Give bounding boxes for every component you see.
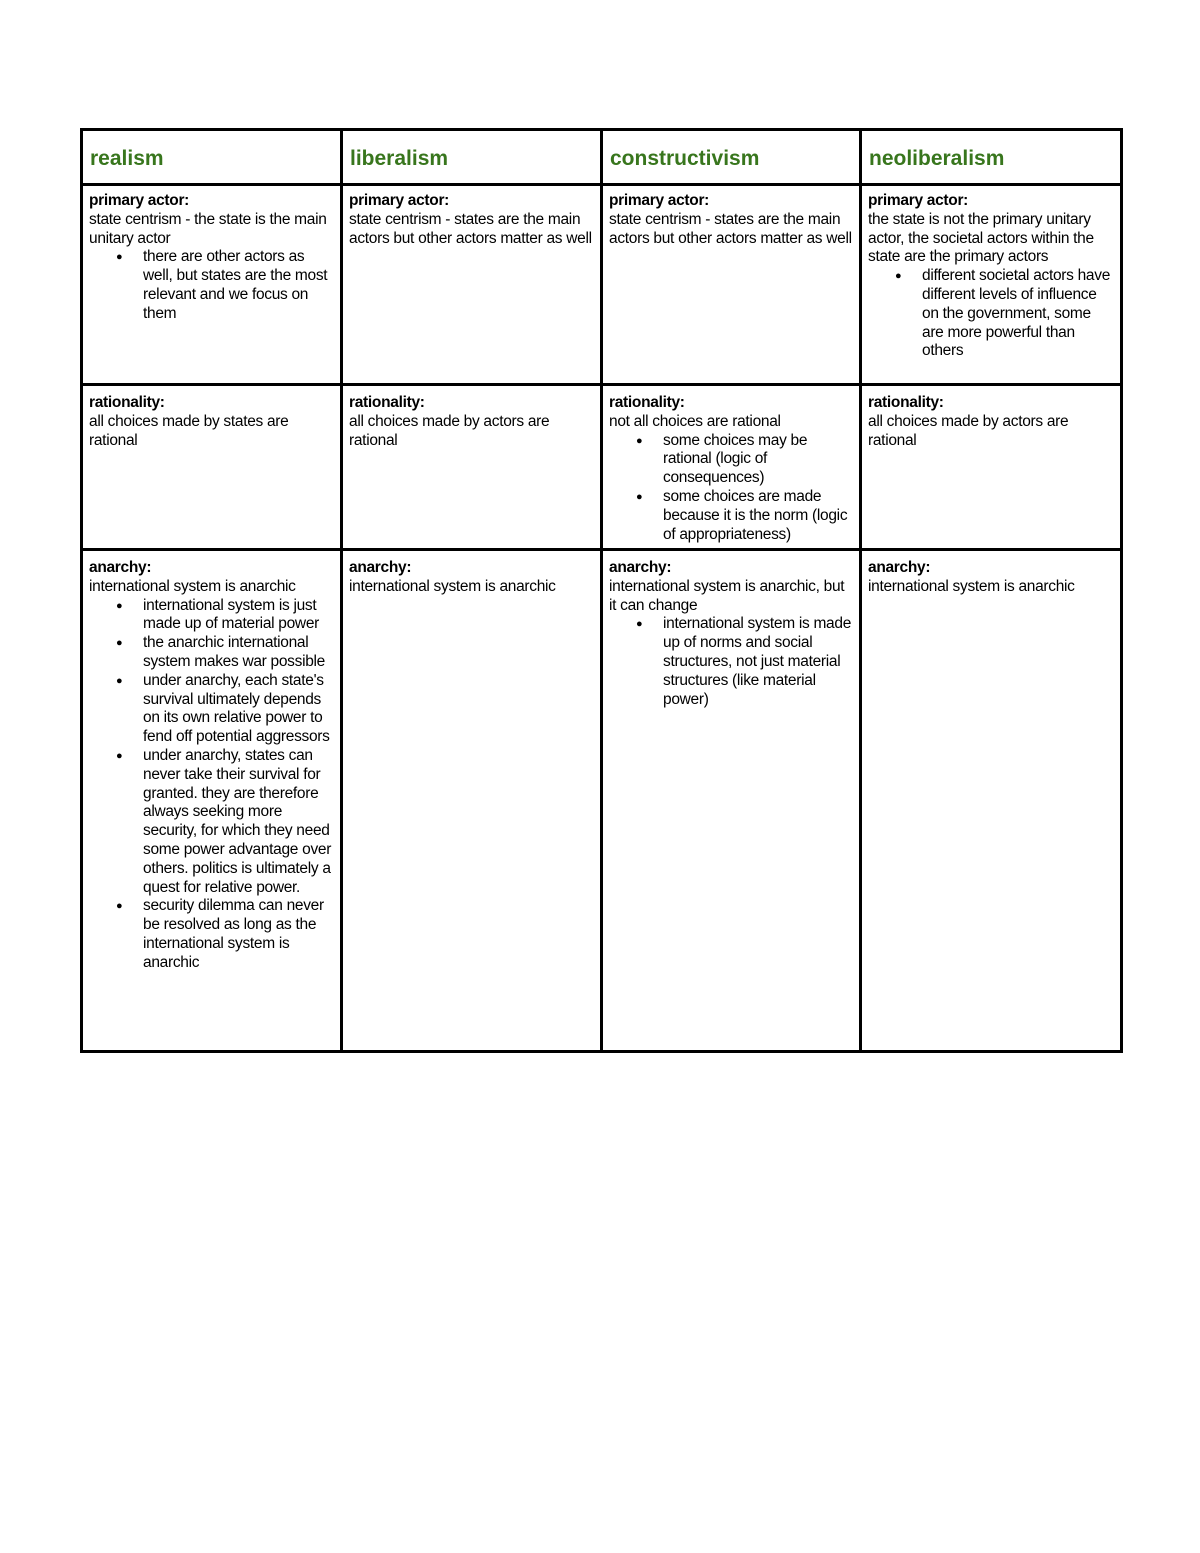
bullet-item: ● different societal actors have different levels of influence on the government, some are more powerful than others — [895, 267, 1111, 360]
bullet-icon: ● — [636, 490, 643, 503]
cell-heading: primary actor: — [868, 192, 969, 209]
bullet-list — [89, 597, 334, 973]
cell-heading: primary actor: — [609, 192, 710, 209]
bullet-item: ● the anarchic international system makes war possible — [116, 634, 326, 670]
cell-neoliberalism-primary-actor — [861, 185, 1122, 385]
cell-text: state centrism - states are the main actors but other actors matter as well — [349, 210, 592, 247]
bullet-icon: ● — [116, 637, 123, 650]
cell-text: all choices made by states are rational — [89, 412, 289, 449]
table-row-rationality — [82, 385, 1122, 550]
cell-heading: rationality: — [349, 394, 425, 411]
bullet-list — [89, 248, 334, 323]
header-liberalism: liberalism — [342, 130, 602, 185]
cell-heading: anarchy: — [609, 559, 672, 576]
cell-text: state centrism - the state is the main unitary actor — [89, 210, 327, 247]
table-row-anarchy — [82, 550, 1122, 1052]
bullet-icon: ● — [116, 674, 123, 687]
cell-text: state centrism - states are the main actors but other actors matter as well — [609, 210, 852, 247]
cell-heading: primary actor: — [89, 192, 190, 209]
table-row-primary-actor — [82, 185, 1122, 385]
cell-neoliberalism-rationality — [861, 385, 1122, 550]
bullet-item: ● some choices are made because it is the norm (logic of appropriateness) — [636, 487, 848, 543]
bullet-icon: ● — [116, 599, 123, 612]
cell-text: all choices made by actors are rational — [349, 412, 550, 449]
cell-constructivism-primary-actor — [602, 185, 861, 385]
table-header-row — [82, 130, 1122, 185]
cell-text: international system is anarchic — [349, 577, 556, 595]
cell-realism-anarchy — [82, 550, 342, 1052]
cell-text: all choices made by actors are rational — [868, 412, 1069, 449]
cell-constructivism-anarchy — [602, 550, 861, 1052]
cell-heading: rationality: — [609, 394, 685, 411]
cell-heading: anarchy: — [868, 559, 931, 576]
cell-text: international system is anarchic — [868, 577, 1075, 595]
cell-heading: anarchy: — [89, 559, 152, 576]
bullet-item: ● under anarchy, states can never take their survival for granted. they are therefore always seeking more security, for which they need some power advantage over others. politics is ultimately a quest for relative power. — [116, 746, 332, 896]
cell-heading: rationality: — [89, 394, 165, 411]
bullet-icon: ● — [116, 251, 123, 264]
bullet-item: ● international system is made up of norms and social structures, not just material structures (like material power) — [636, 615, 852, 708]
cell-liberalism-anarchy — [342, 550, 602, 1052]
cell-text: not all choices are rational — [609, 412, 781, 430]
cell-heading: rationality: — [868, 394, 944, 411]
bullet-item: ● international system is just made up of material power — [116, 596, 320, 633]
bullet-list — [609, 432, 853, 545]
ir-theories-table — [80, 128, 1123, 1053]
bullet-list — [868, 267, 1114, 361]
header-realism: realism — [82, 130, 342, 185]
bullet-icon: ● — [895, 270, 902, 283]
bullet-item: ● some choices may be rational (logic of consequences) — [636, 431, 808, 487]
bullet-item: ● there are other actors as well, but states are the most relevant and we focus on them — [116, 248, 328, 322]
cell-liberalism-rationality — [342, 385, 602, 550]
header-constructivism: constructivism — [602, 130, 861, 185]
cell-realism-rationality — [82, 385, 342, 550]
cell-heading: primary actor: — [349, 192, 450, 209]
bullet-icon: ● — [636, 434, 643, 447]
cell-constructivism-rationality — [602, 385, 861, 550]
cell-neoliberalism-anarchy — [861, 550, 1122, 1052]
bullet-item: ● under anarchy, each state's survival ultimately depends on its own relative power to fend off potential aggressors — [116, 671, 330, 746]
bullet-icon: ● — [636, 618, 643, 631]
bullet-item: ● security dilemma can never be resolved as long as the international system is anarchic — [116, 897, 324, 971]
cell-liberalism-primary-actor — [342, 185, 602, 385]
bullet-list — [609, 615, 853, 709]
bullet-icon: ● — [116, 749, 123, 762]
cell-text: international system is anarchic — [89, 577, 296, 595]
cell-heading: anarchy: — [349, 559, 412, 576]
header-neoliberalism: neoliberalism — [861, 130, 1122, 185]
bullet-icon: ● — [116, 900, 123, 913]
cell-text: international system is anarchic, but it can change — [609, 577, 845, 614]
cell-realism-primary-actor — [82, 185, 342, 385]
cell-text: the state is not the primary unitary actor, the societal actors within the state are the primary actors — [868, 210, 1094, 266]
